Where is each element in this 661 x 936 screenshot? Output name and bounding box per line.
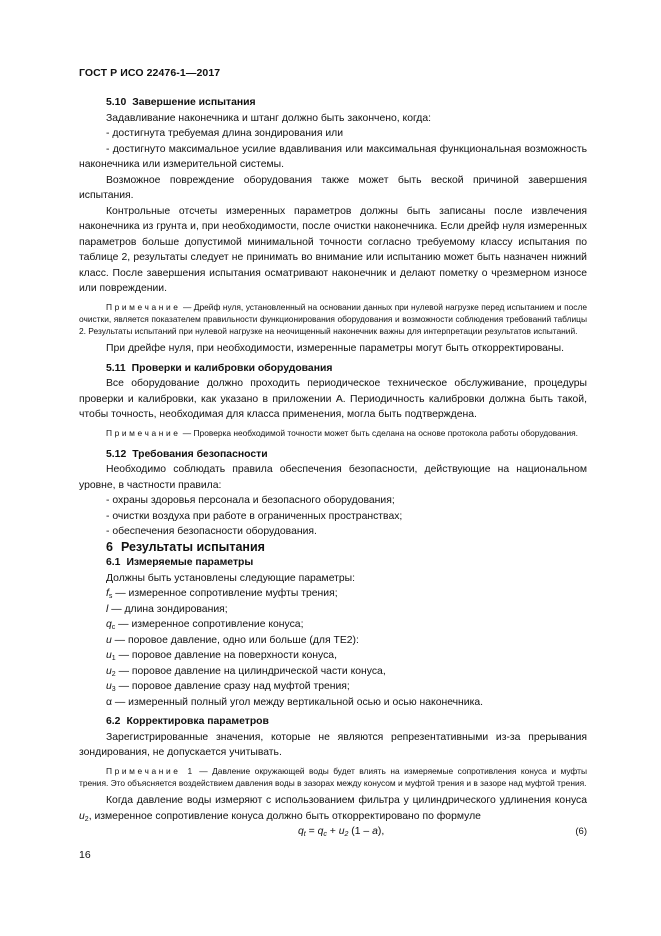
paragraph: Зарегистрированные значения, которые не являются репрезентативными из-за прерывания зондирования, не допускается учитывать. <box>79 731 587 759</box>
parameter-item <box>79 617 587 633</box>
parameter-symbol: α <box>106 696 113 708</box>
parameter-subscript: 2 <box>111 670 116 678</box>
symbol-subscript: 2 <box>84 815 89 823</box>
parameter-symbol: u <box>106 650 112 662</box>
parameter-symbol: u <box>106 634 112 646</box>
paragraph: Возможное повреждение оборудования также может быть веской причиной завершения испытания. <box>79 174 587 201</box>
parameter-description: — поровое давление на поверхности конуса, <box>115 650 337 662</box>
formula-number: (6) <box>575 826 587 838</box>
parameter-symbol: q <box>106 619 112 631</box>
parameter-subscript: s <box>108 593 113 601</box>
document-header: ГОСТ Р ИСО 22476-1—2017 <box>79 67 221 79</box>
paragraph: Необходимо соблюдать правила обеспечения безопасности, действующие на национальном уровне, в частности правила: <box>79 464 587 491</box>
parameter-item <box>79 648 587 664</box>
paragraph: Контрольные отсчеты измеренных параметров должны быть записаны после извлечения наконечника из грунта и, при необходимости, после очистки наконечника. Если дрейф нуля измеренных параметров больше допустимой минимальной точности согласно требуемому классу испытания по таблице 2, результаты следует не принимать во внимание или испытанию может быть назначен нижний класс. После завершения испытания осматривают наконечник и делают пометку о чрезмерном износе или повреждении. <box>79 205 587 294</box>
section-number: 5.10 <box>106 97 127 108</box>
parameter-description: — поровое давление сразу над муфтой трения; <box>115 681 350 693</box>
paragraph: Задавливание наконечника и штанг должно быть закончено, когда: <box>106 112 432 124</box>
formula-expression: $q_t = q_c + u_2$ (1 – a), <box>298 826 385 839</box>
paragraph: Должны быть установлены следующие параметры: <box>106 572 356 584</box>
section-title: Результаты испытания <box>120 539 265 554</box>
parameter-subscript: c <box>111 624 116 632</box>
parameter-description: — длина зондирования; <box>108 603 228 615</box>
list-item: - достигнуто максимальное усилие вдавливания или максимальная функциональная возможность наконечника или измерительной системы. <box>79 143 587 170</box>
section-5-11-heading <box>79 361 587 377</box>
list-item: - очистки воздуха при работе в ограниченных пространствах; <box>106 510 403 522</box>
section-6-heading <box>79 540 587 556</box>
section-5-10-heading <box>79 95 587 111</box>
parameter-item <box>79 679 587 695</box>
parameter-description: — измеренное сопротивление муфты трения; <box>112 588 338 600</box>
page-content <box>79 95 587 842</box>
parameter-item <box>79 633 587 649</box>
section-title: Корректировка параметров <box>126 716 269 728</box>
section-title: Завершение испытания <box>132 97 256 108</box>
section-number: 6 <box>106 539 113 554</box>
parameter-subscript: 3 <box>111 686 116 694</box>
parameter-symbol: f <box>106 588 109 600</box>
note-text: — Давление окружающей воды будет влиять на измеряемые сопротивления конуса и муфты трения. Это объясняется воздействием давления воды в зазорах между конусом и муфтой трения и в зазоре над муфтой трения. <box>79 765 587 789</box>
parameter-item <box>79 586 587 602</box>
paragraph: При дрейфе нуля, при необходимости, измеренные параметры могут быть откорректированы. <box>106 343 564 355</box>
note <box>79 765 587 789</box>
parameter-symbol: u <box>106 665 112 677</box>
parameter-description: — поровое давление, одно или больше (для ТЕ2): <box>111 634 359 646</box>
list-item: - охраны здоровья персонала и безопасного оборудования; <box>106 495 395 507</box>
parameter-item <box>79 664 587 680</box>
section-title: Требования безопасности <box>132 448 268 460</box>
section-title: Проверки и калибровки оборудования <box>131 362 333 374</box>
note-text: — Дрейф нуля, установленный на основании данных при нулевой нагрузке перед испытанием и после очистки, является показателем правильности функционирования оборудования и возможности соблюдения требований таблицы 2. Результаты испытаний при нулевой нагрузке на неочищенный наконечник важны для интерпретации результатов испытаний. <box>79 301 587 336</box>
note-label: Примечание 1 <box>106 765 195 776</box>
section-6-2-heading <box>79 714 587 730</box>
note <box>79 301 587 338</box>
paragraph: Все оборудование должно проходить периодическое техническое обслуживание, процедуры проверки и калибровки, как указано в приложении А. Периодичность калибровки должна быть такой, чтобы точность, необходимая для класса применения, могла быть подтверждена. <box>79 378 587 421</box>
note <box>79 427 587 439</box>
note-label: Примечание <box>106 427 181 438</box>
page-number: 16 <box>79 849 91 861</box>
parameter-list <box>79 586 587 710</box>
section-number: 5.12 <box>106 448 127 460</box>
section-number: 5.11 <box>106 362 126 374</box>
paragraph <box>79 793 587 824</box>
list-item: - обеспечения безопасности оборудования. <box>106 526 317 538</box>
parameter-symbol: u <box>106 681 112 693</box>
parameter-item <box>79 602 587 618</box>
section-title: Измеряемые параметры <box>126 557 254 569</box>
parameter-description: — поровое давление на цилиндрической части конуса, <box>115 665 386 677</box>
section-6-1-heading <box>79 555 587 571</box>
section-number: 6.2 <box>106 716 121 728</box>
note-label: Примечание <box>106 301 181 312</box>
paragraph-text: , измеренное сопротивление конуса должно быть откорректировано по формуле <box>88 810 481 822</box>
paragraph-text: Когда давление воды измеряют с использованием фильтра у цилиндрического удлинения конуса <box>106 795 587 807</box>
parameter-symbol: l <box>106 603 109 615</box>
section-number: 6.1 <box>106 557 121 569</box>
parameter-subscript: 1 <box>111 655 116 663</box>
note-text: — Проверка необходимой точности может быть сделана на основе протокола работы оборудования. <box>180 427 578 438</box>
symbol: u <box>79 810 85 822</box>
section-5-12-heading <box>79 447 587 463</box>
list-item: - достигнута требуемая длина зондирования или <box>106 128 344 139</box>
parameter-description: — измеренное сопротивление конуса; <box>115 619 304 631</box>
formula-6 <box>79 824 587 842</box>
parameter-description: — измеренный полный угол между вертикальной осью и осью наконечника. <box>112 696 484 708</box>
parameter-item <box>79 695 587 711</box>
